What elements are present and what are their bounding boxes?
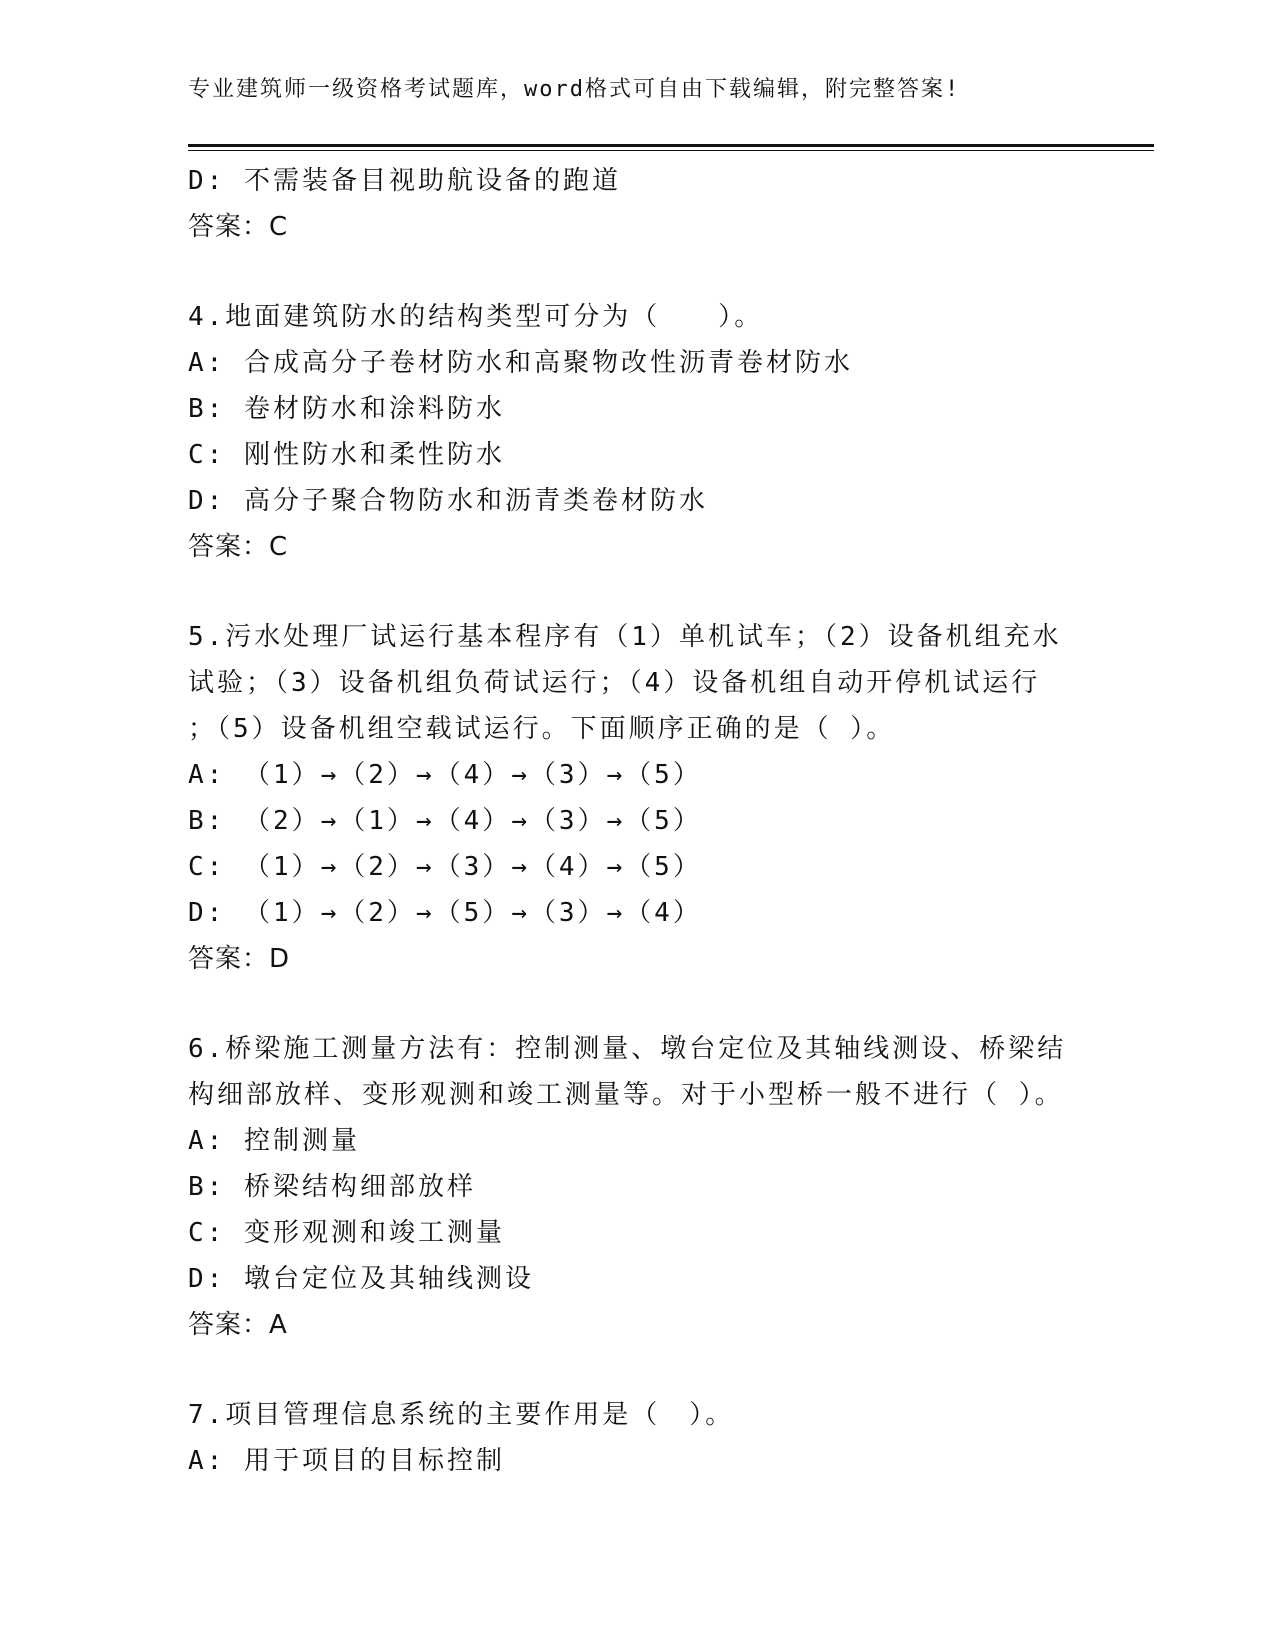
q5-answer: 答案：D bbox=[188, 944, 291, 974]
page-header: 专业建筑师一级资格考试题库，word格式可自由下载编辑，附完整答案! bbox=[188, 77, 961, 102]
q6-option-a: A: 控制测量 bbox=[188, 1126, 360, 1156]
q5-question-line-1: 5.污水处理厂试运行基本程序有（1）单机试车；（2）设备机组充水 bbox=[188, 622, 1062, 652]
q7-option-a: A: 用于项目的目标控制 bbox=[188, 1446, 505, 1476]
header-rule-thin bbox=[188, 150, 1154, 151]
q4-answer: 答案：C bbox=[188, 532, 289, 562]
q6-question-line-2: 构细部放样、变形观测和竣工测量等。对于小型桥一般不进行（ ）。 bbox=[188, 1080, 1064, 1110]
q4-option-a: A: 合成高分子卷材防水和高聚物改性沥青卷材防水 bbox=[188, 348, 853, 378]
q6-option-c: C: 变形观测和竣工测量 bbox=[188, 1218, 505, 1248]
spacer bbox=[188, 250, 1088, 294]
q5-question-line-3: ；（5）设备机组空载试运行。下面顺序正确的是（ ）。 bbox=[188, 714, 896, 744]
q6-answer: 答案：A bbox=[188, 1310, 288, 1340]
q5-option-d: D: （1）→（2）→（5）→（3）→（4） bbox=[188, 898, 702, 928]
spacer bbox=[188, 982, 1088, 1026]
q6-question-line-1: 6.桥梁施工测量方法有：控制测量、墩台定位及其轴线测设、桥梁结 bbox=[188, 1034, 1067, 1064]
spacer bbox=[188, 570, 1088, 614]
q5-option-c: C: （1）→（2）→（3）→（4）→（5） bbox=[188, 852, 702, 882]
q7-question: 7.项目管理信息系统的主要作用是（ ）。 bbox=[188, 1400, 735, 1430]
q4-option-d: D: 高分子聚合物防水和沥青类卷材防水 bbox=[188, 486, 708, 516]
q4-option-c: C: 刚性防水和柔性防水 bbox=[188, 440, 505, 470]
q3-option-d: D: 不需装备目视助航设备的跑道 bbox=[188, 166, 621, 196]
q4-option-b: B: 卷材防水和涂料防水 bbox=[188, 394, 505, 424]
q5-option-a: A: （1）→（2）→（4）→（3）→（5） bbox=[188, 760, 702, 790]
q5-option-b: B: （2）→（1）→（4）→（3）→（5） bbox=[188, 806, 702, 836]
q3-answer: 答案：C bbox=[188, 212, 289, 242]
q4-question: 4.地面建筑防水的结构类型可分为（ ）。 bbox=[188, 302, 764, 332]
q5-question-line-2: 试验；（3）设备机组负荷试运行；（4）设备机组自动开停机试运行 bbox=[188, 668, 1041, 698]
q6-option-b: B: 桥梁结构细部放样 bbox=[188, 1172, 476, 1202]
q6-option-d: D: 墩台定位及其轴线测设 bbox=[188, 1264, 534, 1294]
question-content bbox=[188, 158, 1088, 1484]
header-rule-thick bbox=[188, 144, 1154, 147]
spacer bbox=[188, 1348, 1088, 1392]
